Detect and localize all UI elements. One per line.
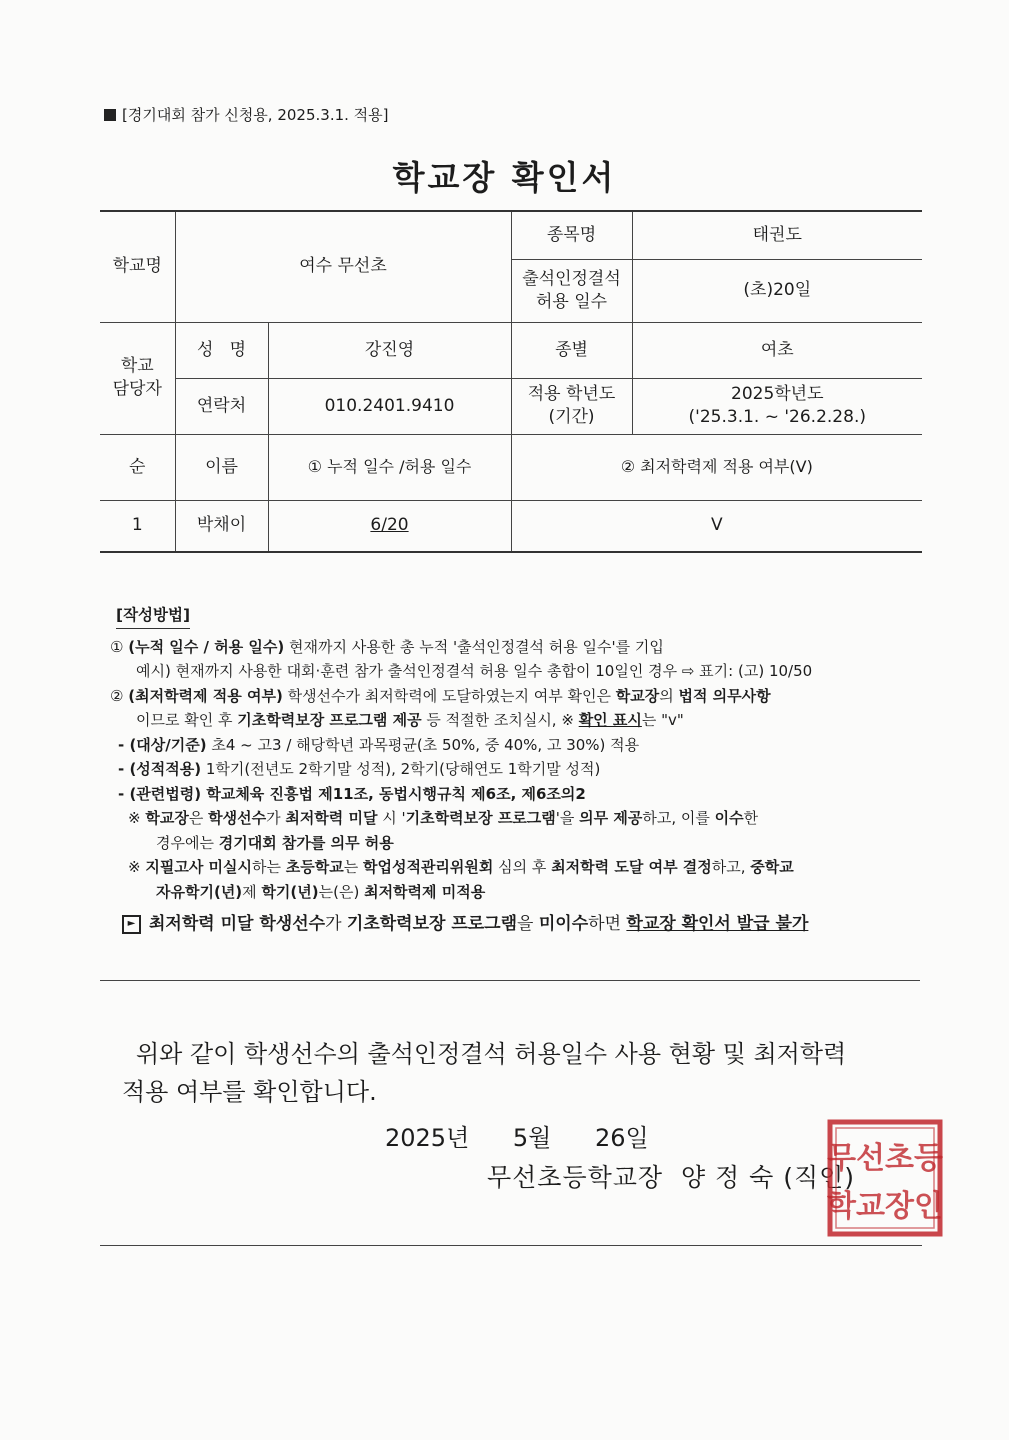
note-line-4: 이므로 확인 후 기초학력보장 프로그램 제공 등 적절한 조치실시, ※ 확인 표시는 "v"	[136, 711, 684, 729]
date-month: 5월	[512, 1124, 552, 1152]
table-row	[100, 500, 922, 552]
square-bullet-icon	[104, 109, 116, 121]
page-title: 학교장 확인서	[392, 158, 617, 197]
school-label: 학교명	[100, 211, 175, 322]
date-day: 26일	[595, 1124, 649, 1152]
divider	[100, 980, 920, 981]
col-header-days: ① 누적 일수 /허용 일수	[268, 434, 511, 500]
note-line-8: ※ 학교장은 학생선수가 최저학력 미달 시 '기초학력보장 프로그램'을 의무 제공하고, 이를 이수한	[128, 809, 759, 827]
note-line-2: 예시) 현재까지 사용한 대회·훈련 참가 출석인정결석 허용 일수 총합이 10일인 경우 ⇨ 표기: (고) 10/50	[136, 662, 813, 680]
date-year: 2025년	[385, 1124, 470, 1152]
note-line-3: ② (최저학력제 적용 여부) 학생선수가 최저학력에 도달하였는지 여부 확인은 학교장의 법적 의무사항	[110, 686, 771, 705]
bottom-divider	[100, 1245, 922, 1246]
confirmation-line-2: 적용 여부를 확인합니다.	[122, 1078, 377, 1106]
issue-date	[385, 1118, 659, 1153]
note-line-6: - (성적적용) 1학기(전년도 2학기말 성적), 2학기(당해연도 1학기말 성적)	[118, 760, 601, 778]
confirmation-line-1: 위와 같이 학생선수의 출석인정결석 허용일수 사용 현황 및 최저학력	[136, 1040, 847, 1068]
year-label-line1: 적용 학년도	[527, 384, 616, 405]
category-label: 종별	[511, 322, 632, 378]
svg-text:무선초등: 무선초등	[827, 1141, 943, 1176]
year-value-line1: 2025학년도	[731, 384, 824, 405]
note-line-11: 자유학기(년)제 학기(년)는(은) 최저학력제 미적용	[156, 882, 486, 901]
note-line-1: ① (누적 일수 / 허용 일수) 현재까지 사용한 총 누적 '출석인정결석 허용 일수'를 기입	[110, 637, 664, 656]
absence-label	[511, 259, 632, 322]
manager-label-line1: 학교	[120, 356, 154, 377]
manager-label	[100, 322, 175, 434]
note-line-10: ※ 지필고사 미실시하는 초등학교는 학업성적관리위원회 심의 후 최저학력 도달 여부 결정하고, 중학교	[128, 858, 794, 876]
confirmation-form-table	[100, 210, 922, 553]
row-no: 1	[100, 500, 175, 552]
instructions-heading: [작성방법]	[116, 603, 190, 629]
row-name: 박채이	[175, 500, 268, 552]
year-value-line2: ('25.3.1. ~ '26.2.28.)	[688, 407, 866, 427]
col-header-min: ② 최저학력제 적용 여부(V)	[511, 434, 922, 500]
school-seal-icon	[826, 1118, 944, 1238]
arrow-box-icon: ►	[122, 915, 141, 934]
col-header-no: 순	[100, 434, 175, 500]
year-value	[632, 378, 922, 434]
year-label-line2: (기간)	[548, 407, 595, 427]
col-header-name: 이름	[175, 434, 268, 500]
final-warning: ► 최저학력 미달 학생선수가 기초학력보장 프로그램을 미이수하면 학교장 확인서 발급 불가	[110, 912, 916, 937]
note-line-9: 경우에는 경기대회 참가를 의무 허용	[156, 833, 394, 852]
note-line-5: - (대상/기준) 초4 ~ 고3 / 해당학년 과목평균(초 50%, 중 40%, 고 30%) 적용	[118, 735, 640, 754]
absence-label-line1: 출석인정결석	[522, 268, 621, 289]
header-note-text: [경기대회 참가 신청용, 2025.3.1. 적용]	[122, 106, 389, 124]
row-days-text: 6/20	[370, 515, 409, 536]
note-line-7: - (관련법령) 학교체육 진흥법 제11조, 동법시행규칙 제6조, 제6조의2	[118, 784, 586, 803]
header-note	[104, 104, 389, 125]
contact-label: 연락처	[175, 378, 268, 434]
principal-signature: 무선초등학교장 양 정 숙 (직인)	[487, 1163, 856, 1192]
category-value: 여초	[632, 322, 922, 378]
absence-value: (초)20일	[632, 259, 922, 322]
name-label	[175, 322, 268, 378]
contact-value: 010.2401.9410	[268, 378, 511, 434]
manager-label-line2: 담당자	[112, 379, 162, 399]
sport-label: 종목명	[511, 211, 632, 259]
svg-text:학교장인: 학교장인	[827, 1189, 943, 1224]
name-label-text: 성 명	[196, 339, 247, 360]
confirmation-statement	[122, 1035, 912, 1111]
sport-value: 태권도	[632, 211, 922, 259]
name-value: 강진영	[268, 322, 511, 378]
absence-label-line2: 허용 일수	[535, 291, 608, 312]
instructions	[110, 603, 916, 937]
row-min: V	[511, 500, 922, 552]
row-days	[268, 500, 511, 552]
year-label	[511, 378, 632, 434]
school-value: 여수 무선초	[175, 211, 511, 322]
